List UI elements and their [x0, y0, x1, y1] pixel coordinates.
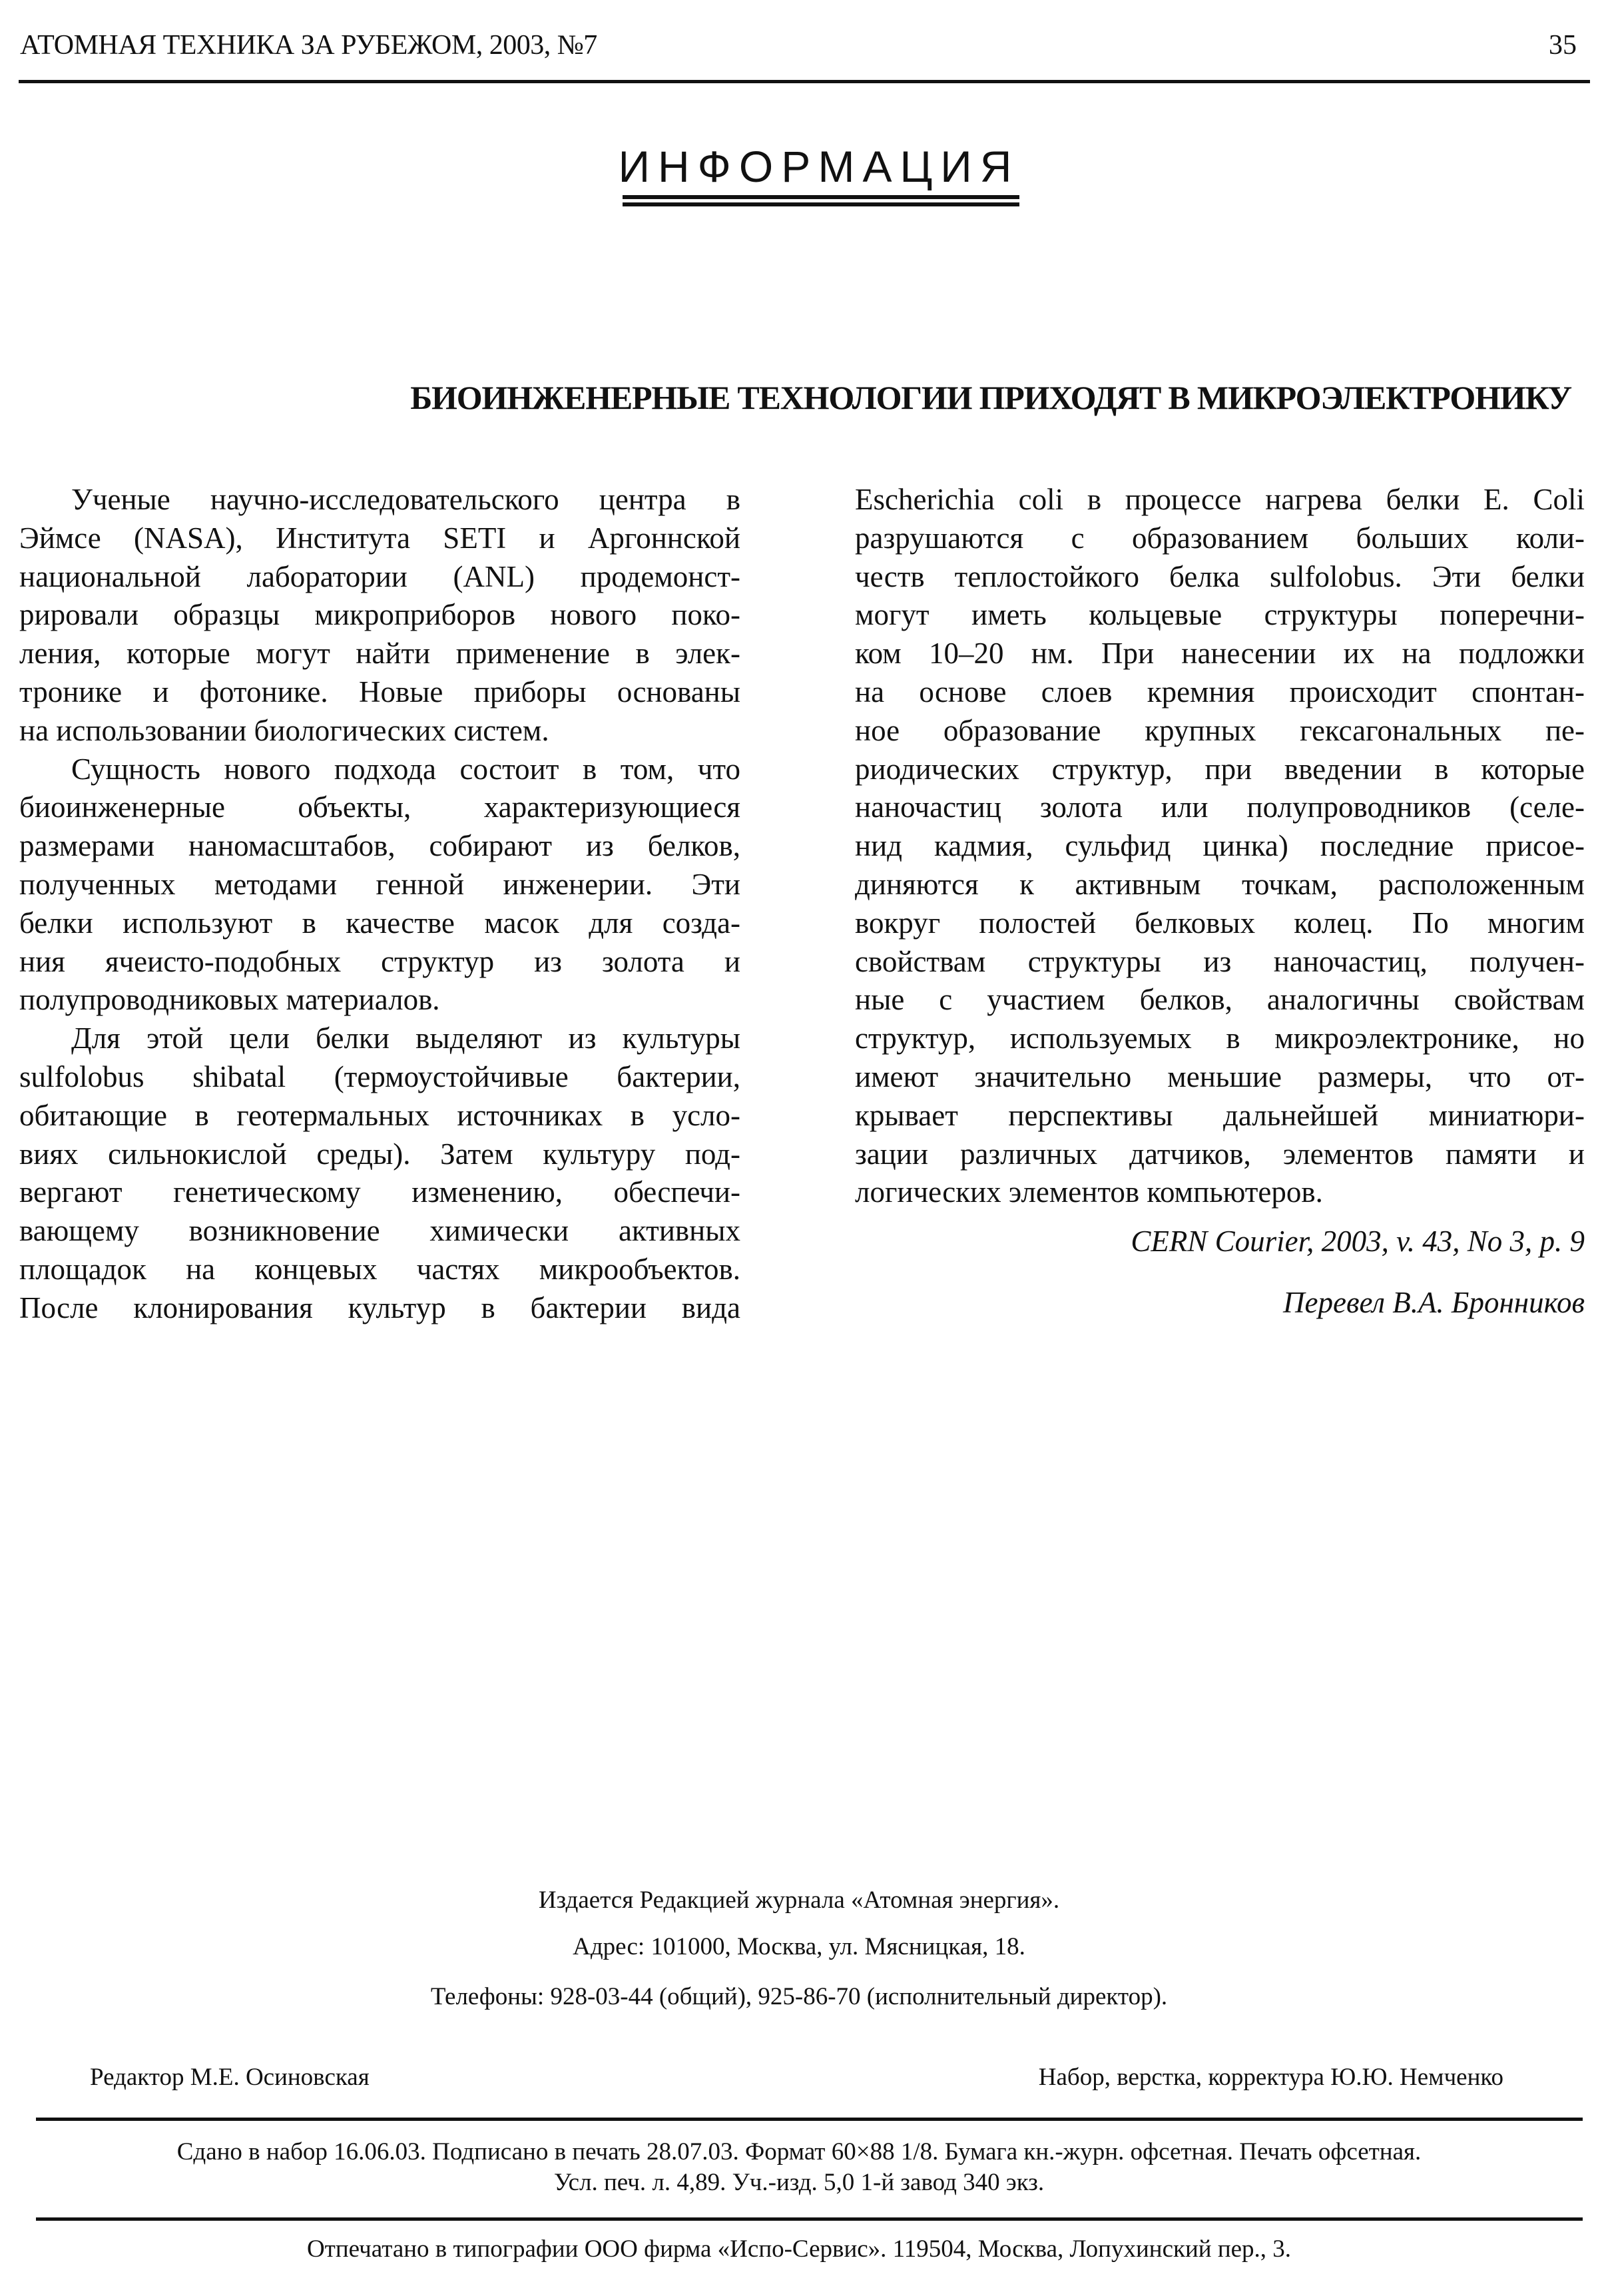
imprint-address: Адрес: 101000, Москва, ул. Мясницкая, 18. — [573, 1933, 1025, 1960]
text-line: национальной лаборатории (ANL) продемонст- — [19, 559, 740, 593]
text-line: логических элементов компьютеров. — [855, 1175, 1323, 1209]
text-line: на использовании биологических систем. — [19, 713, 549, 747]
section-title-underline — [623, 195, 1019, 199]
text-line: белки используют в качестве масок для созда- — [19, 906, 740, 940]
text-line: крывает перспективы дальнейшей миниатюри- — [855, 1098, 1585, 1132]
text-line: риодических структур, при введении в которые — [855, 752, 1585, 786]
text-line: площадок на концевых частях микрообъектов. — [19, 1252, 740, 1286]
text-line: ком 10–20 нм. При нанесении их на подложки — [855, 637, 1585, 671]
imprint-print-info-1: Сдано в набор 16.06.03. Подписано в печать 28.07.03. Формат 60×88 1/8. Бумага кн.-журн. офсетная. Печать офсетная. — [176, 2138, 1422, 2165]
paragraph — [19, 750, 740, 1020]
imprint-printer: Отпечатано в типографии ООО фирма «Испо-Сервис». 119504, Москва, Лопухинский пер., 3. — [306, 2235, 1292, 2263]
text-line: свойствам структуры из наночастиц, получен- — [855, 944, 1585, 978]
imprint-rule — [36, 2118, 1583, 2121]
text-line: Для этой цели белки выделяют из культуры — [71, 1021, 740, 1055]
article-column-right — [855, 481, 1585, 1212]
text-line: ное образование крупных гексагональных пе- — [855, 713, 1585, 747]
article-source: CERN Courier, 2003, v. 43, No 3, p. 9 — [1131, 1225, 1585, 1258]
text-line: Ученые научно-исследовательского центра в — [71, 483, 740, 516]
text-line: биоинженерные объекты, характеризующиеся — [19, 790, 740, 824]
text-line: разрушаются с образованием больших коли- — [855, 521, 1585, 555]
text-line: наночастиц золота или полупроводников (селе- — [855, 790, 1585, 824]
imprint-rule — [36, 2217, 1583, 2221]
text-line: структур, используемых в микроэлектронике, но — [855, 1021, 1585, 1055]
text-line: вающему возникновение химически активных — [19, 1214, 740, 1248]
paragraph — [19, 481, 740, 750]
imprint-publisher: Издается Редакцией журнала «Атомная энергия». — [538, 1886, 1060, 1914]
text-line: размерами наномасштабов, собирают из белков, — [19, 829, 740, 863]
text-line: диняются к активным точкам, расположенным — [855, 867, 1585, 901]
text-line: тронике и фотонике. Новые приборы основаны — [19, 675, 740, 709]
imprint-phones: Телефоны: 928-03-44 (общий), 925-86-70 (исполнительный директор). — [430, 1983, 1168, 2010]
imprint-print-info-2: Усл. печ. л. 4,89. Уч.-изд. 5,0 1-й завод 340 экз. — [553, 2169, 1045, 2196]
translator-credit: Перевел В.А. Бронников — [1283, 1286, 1585, 1319]
imprint-editor: Редактор М.Е. Осиновская — [90, 2064, 370, 2091]
text-line: рировали образцы микроприборов нового поко- — [19, 598, 740, 632]
running-head: АТОМНАЯ ТЕХНИКА ЗА РУБЕЖОМ, 2003, №7 — [20, 30, 597, 61]
text-line: ления, которые могут найти применение в элек- — [19, 637, 740, 671]
imprint-typesetting: Набор, верстка, корректура Ю.Ю. Немченко — [1038, 2064, 1503, 2091]
text-line: честв теплостойкого белка sulfolobus. Эти белки — [855, 559, 1585, 593]
text-line: Эймсе (NASA), Института SETI и Аргоннской — [19, 521, 740, 555]
text-line: Escherichia coli в процессе нагрева белки E. Coli — [855, 483, 1585, 516]
text-line: полупроводниковых материалов. — [19, 983, 440, 1017]
article-title: БИОИНЖЕНЕРНЫЕ ТЕХНОЛОГИИ ПРИХОДЯТ В МИКРОЭЛЕКТРОНИКУ — [410, 379, 1571, 416]
text-line: Сущность нового подхода состоит в том, что — [71, 752, 740, 786]
text-line: зации различных датчиков, элементов памяти и — [855, 1137, 1585, 1171]
text-line: на основе слоев кремния происходит спонтан- — [855, 675, 1585, 709]
text-line: вокруг полостей белковых колец. По многим — [855, 906, 1585, 940]
text-line: полученных методами генной инженерии. Эти — [19, 867, 740, 901]
page-number: 35 — [1549, 30, 1577, 61]
text-line: вергают генетическому изменению, обеспечи- — [19, 1175, 740, 1209]
text-line: ния ячеисто-подобных структур из золота и — [19, 944, 740, 978]
text-line: После клонирования культур в бактерии вида — [19, 1291, 740, 1324]
paragraph — [19, 1019, 740, 1327]
text-line: виях сильнокислой среды). Затем культуру под- — [19, 1137, 740, 1171]
section-title: ИНФОРМАЦИЯ — [618, 142, 1020, 191]
text-line: имеют значительно меньшие размеры, что от- — [855, 1059, 1585, 1093]
article-column-left — [19, 481, 740, 1328]
paragraph — [855, 481, 1585, 1212]
text-line: могут иметь кольцевые структуры поперечни- — [855, 598, 1585, 632]
text-line: обитающие в геотермальных источниках в усло- — [19, 1098, 740, 1132]
text-line: нид кадмия, сульфид цинка) последние присое- — [855, 829, 1585, 863]
header-rule — [19, 80, 1590, 83]
text-line: ные с участием белков, аналогичны свойствам — [855, 983, 1585, 1017]
section-title-underline — [623, 202, 1019, 206]
text-line: sulfolobus shibatal (термоустойчивые бактерии, — [19, 1059, 740, 1093]
